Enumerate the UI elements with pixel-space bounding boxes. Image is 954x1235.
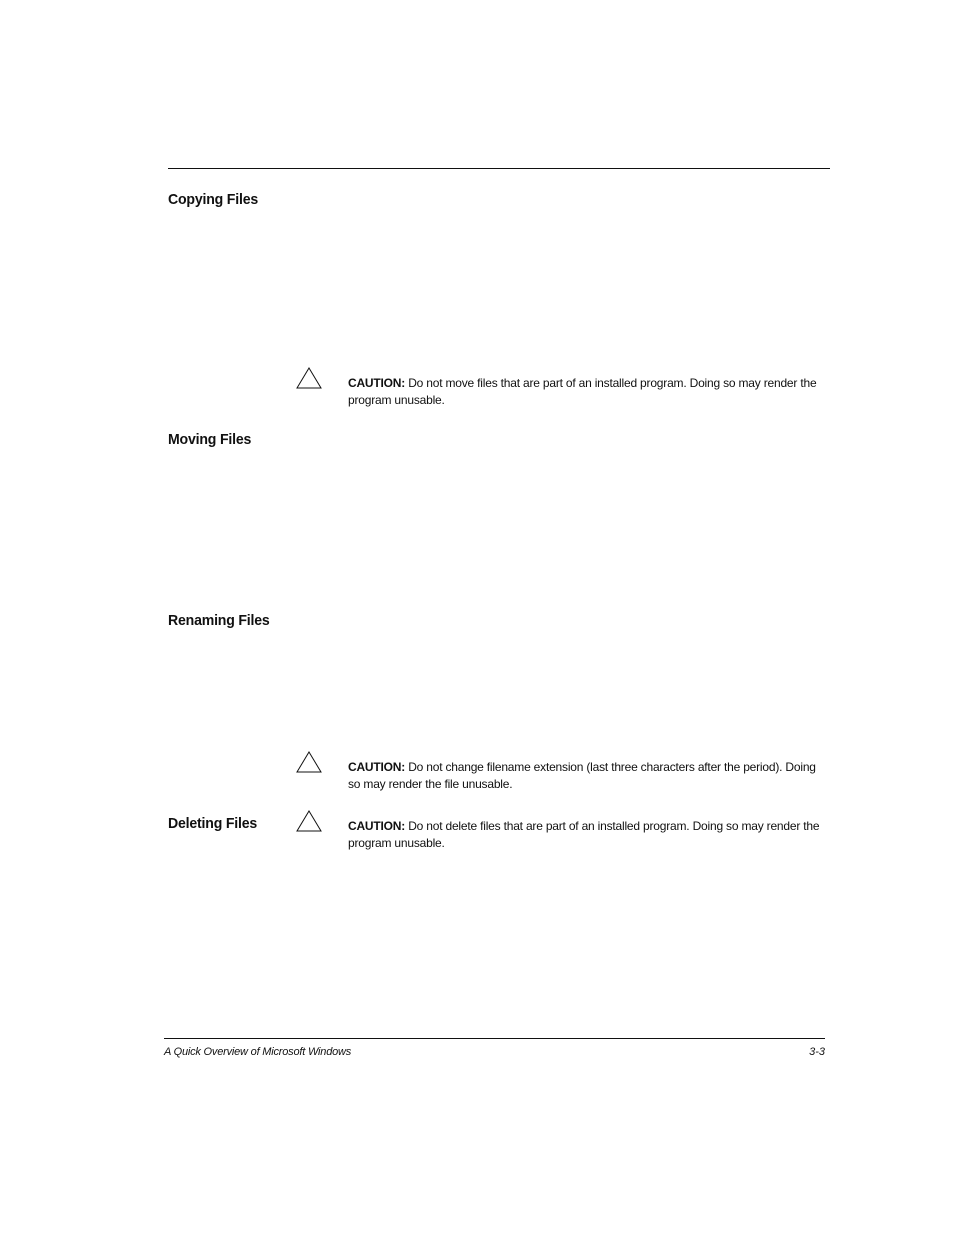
caution-change-extension	[348, 759, 830, 793]
caution-delete-files	[348, 818, 830, 852]
heading-copying-files: Copying Files	[168, 191, 259, 208]
caution-label: CAUTION:	[348, 760, 406, 774]
caution-message: Do not change filename extension (last three characters after the period). Doing so may render the file unusable.	[348, 760, 816, 791]
caution-move-files	[348, 375, 830, 409]
heading-renaming-files: Renaming Files	[168, 612, 270, 629]
caution-triangle-icon	[296, 810, 322, 832]
caution-label: CAUTION:	[348, 376, 406, 390]
caution-label: CAUTION:	[348, 819, 406, 833]
heading-moving-files: Moving Files	[168, 431, 252, 448]
caution-triangle-icon	[296, 367, 322, 389]
heading-deleting-files: Deleting Files	[168, 815, 258, 832]
page-number: 3-3	[809, 1046, 825, 1058]
footer-rule	[164, 1038, 825, 1039]
header-rule	[168, 168, 830, 169]
footer-title: A Quick Overview of Microsoft Windows	[164, 1046, 352, 1058]
caution-message: Do not move files that are part of an installed program. Doing so may render the program unusable.	[348, 376, 817, 407]
caution-message: Do not delete files that are part of an installed program. Doing so may render the program unusable.	[348, 819, 820, 850]
caution-triangle-icon	[296, 751, 322, 773]
